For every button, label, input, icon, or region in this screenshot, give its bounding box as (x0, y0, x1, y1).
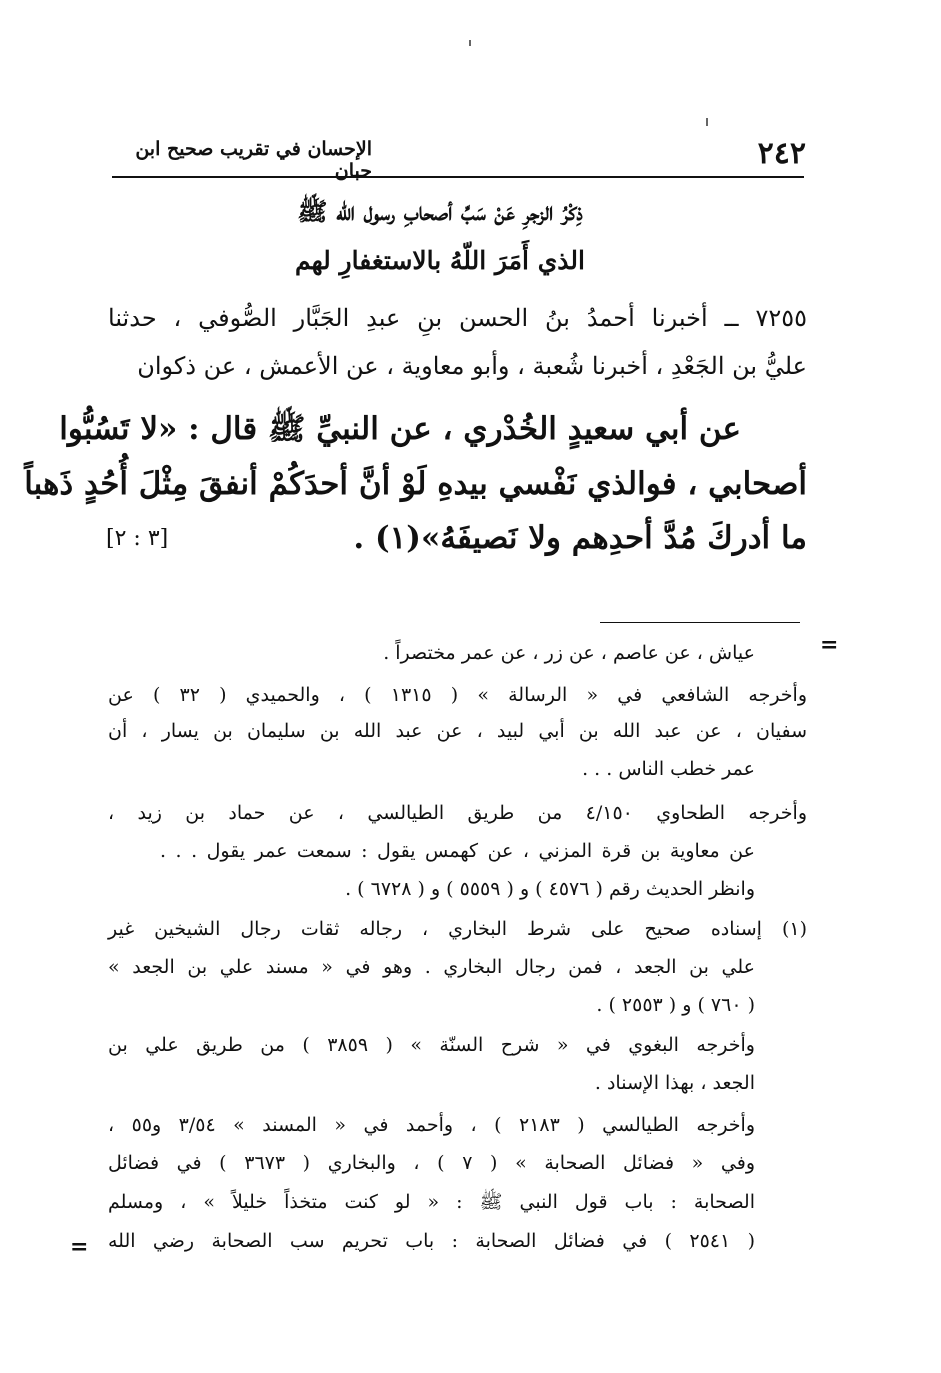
footnote-line: الصحابة : باب قول النبي ﷺ : « لو كنت متخذاً خليلاً » ، ومسلم (108, 1191, 755, 1213)
footnote-line: وانظر الحديث رقم ( ٤٥٧٦ ) و ( ٥٥٥٩ ) و ( ٦٧٢٨ ) . (345, 878, 755, 900)
footnote-line: عمر خطب الناس . . . (582, 758, 755, 780)
footnote-line: وأخرجه الطيالسي ( ٢١٨٣ ) ، وأحمد في « المسند » ٣/٥٤ و٥٥ ، (108, 1114, 755, 1136)
hadith-matn-line: أصحابي ، فوالذي نَفْسي بيدهِ لَوْ أنَّ أحدَكُمْ أنفقَ مِثْلَ أُحُدٍ ذَهباً (24, 466, 807, 502)
footnote-line: (١) إسناده صحيح على شرط البخاري ، رجاله ثقات رجال الشيخين غير (108, 918, 807, 940)
footnote-line: سفيان ، عن عبد الله بن أبي لبيد ، عن عبد الله بن سليمان بن يسار ، أن (108, 720, 807, 742)
hadith-isnad-line: عليُّ بن الجَعْدِ ، أخبرنا شُعبة ، وأبو معاوية ، عن الأعمش ، عن ذكوان (137, 352, 807, 380)
footnote-line: وأخرجه الشافعي في « الرسالة » ( ١٣١٥ ) ، والحميدي ( ٣٢ ) عن (108, 684, 807, 706)
footnote-line: علي بن الجعد ، فمن رجال البخاري . وهو في « مسند علي بن الجعد » (108, 956, 755, 978)
footnote-line: وفي « فضائل الصحابة » ( ٧ ) ، والبخاري ( ٣٦٧٣ ) في فضائل (108, 1152, 756, 1174)
footnote-separator (600, 622, 800, 623)
hadith-isnad-line: ٧٢٥٥ ــ أخبرنا أحمدُ بنُ الحسن بنِ عبدِ الجَبَّار الصُّوفي ، حدثنا (108, 304, 807, 332)
footnote-line: ( ٢٥٤١ ) في فضائل الصحابة : باب تحريم سب الصحابة رضي الله (108, 1230, 756, 1252)
hadith-matn-line: ما أدركَ مُدَّ أحدِهم ولا نَصيفَهُ»(١) . (353, 520, 807, 556)
header-rule (112, 176, 804, 178)
scan-mark (706, 118, 708, 126)
section-heading-line-2: الذي أَمَرَ اللّهُ بالاستغفارِ لهم (295, 246, 585, 275)
footnote-line: وأخرجه الطحاوي ٤/١٥٠ من طريق الطيالسي ، عن حماد بن زيد ، (108, 802, 807, 824)
page-number: ٢٤٢ (757, 136, 806, 171)
footnote-line: الجعد ، بهذا الإسناد . (594, 1072, 755, 1094)
footnote-line: عياش ، عن عاصم ، عن زر ، عن عمر مختصراً . (383, 642, 755, 664)
footnote-line: ( ٧٦٠ ) و ( ٢٥٥٣ ) . (596, 994, 755, 1016)
section-heading-line-1: ذِكْرُ الزجرِ عَنْ سَبِّ أصحابِ رسول الله ﷺ (297, 197, 583, 226)
book-title: الإحسان في تقريب صحيح ابن حبان (135, 138, 372, 182)
hadith-reference: [٣ : ٢] (106, 526, 169, 551)
continuation-mark-top: = (820, 632, 839, 658)
scan-mark (469, 40, 471, 46)
continuation-mark-bottom: = (70, 1234, 89, 1260)
footnote-line: عن معاوية بن قرة المزني ، عن كهمس يقول : سمعت عمر يقول . . . (160, 840, 755, 862)
hadith-matn-line: عن أبي سعيدٍ الخُدْري ، عن النبيِّ ﷺ قال : «لا تَسُبُّوا (59, 411, 741, 447)
footnote-line: وأخرجه البغوي في « شرح السنّة » ( ٣٨٥٩ ) من طريق علي بن (108, 1034, 755, 1056)
